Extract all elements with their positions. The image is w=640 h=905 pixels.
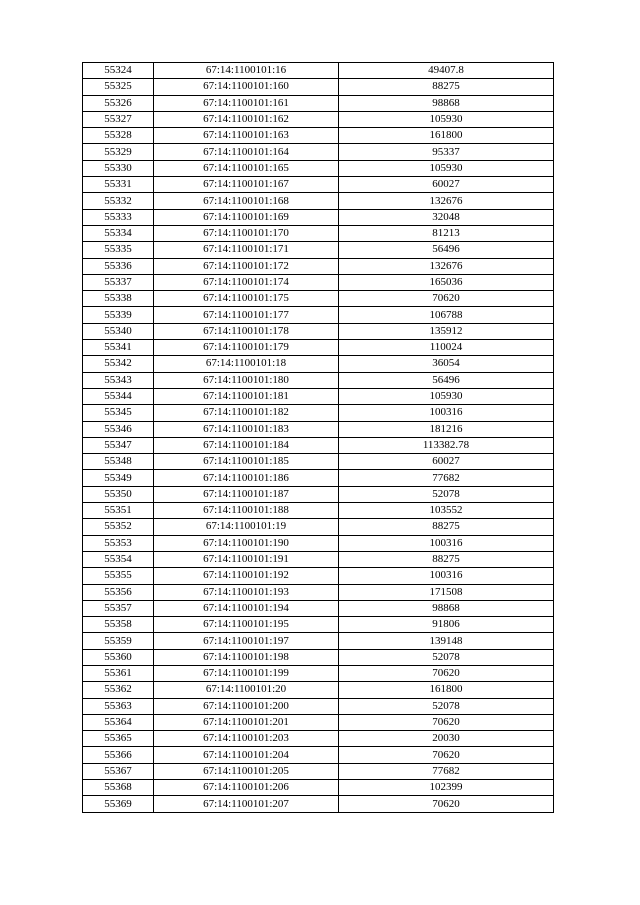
table-row [83, 454, 554, 470]
table-body [83, 63, 554, 813]
table-row [83, 405, 554, 421]
value-cell: 91806 [339, 617, 554, 633]
value-cell: 70620 [339, 796, 554, 812]
cadastral-number-cell: 67:14:1100101:161 [154, 95, 339, 111]
row-number-cell: 55366 [83, 747, 154, 763]
value-cell: 70620 [339, 291, 554, 307]
value-cell: 161800 [339, 682, 554, 698]
table-row [83, 551, 554, 567]
value-cell: 132676 [339, 258, 554, 274]
cadastral-number-cell: 67:14:1100101:167 [154, 177, 339, 193]
cadastral-number-cell: 67:14:1100101:188 [154, 503, 339, 519]
table-row [83, 323, 554, 339]
row-number-cell: 55368 [83, 780, 154, 796]
table-row [83, 763, 554, 779]
value-cell: 20030 [339, 731, 554, 747]
row-number-cell: 55345 [83, 405, 154, 421]
table-row [83, 796, 554, 812]
table-row [83, 617, 554, 633]
table-row [83, 63, 554, 79]
row-number-cell: 55364 [83, 714, 154, 730]
row-number-cell: 55327 [83, 111, 154, 127]
cadastral-number-cell: 67:14:1100101:19 [154, 519, 339, 535]
row-number-cell: 55343 [83, 372, 154, 388]
value-cell: 70620 [339, 665, 554, 681]
value-cell: 110024 [339, 340, 554, 356]
table-row [83, 225, 554, 241]
cadastral-number-cell: 67:14:1100101:175 [154, 291, 339, 307]
cadastral-number-cell: 67:14:1100101:174 [154, 274, 339, 290]
value-cell: 95337 [339, 144, 554, 160]
value-cell: 77682 [339, 470, 554, 486]
value-cell: 171508 [339, 584, 554, 600]
table-row [83, 95, 554, 111]
cadastral-number-cell: 67:14:1100101:184 [154, 437, 339, 453]
table-row [83, 633, 554, 649]
row-number-cell: 55333 [83, 209, 154, 225]
table-row [83, 79, 554, 95]
cadastral-number-cell: 67:14:1100101:195 [154, 617, 339, 633]
cadastral-number-cell: 67:14:1100101:177 [154, 307, 339, 323]
table-row [83, 470, 554, 486]
row-number-cell: 55355 [83, 568, 154, 584]
table-row [83, 128, 554, 144]
row-number-cell: 55350 [83, 486, 154, 502]
cadastral-number-cell: 67:14:1100101:165 [154, 160, 339, 176]
table-row [83, 714, 554, 730]
cadastral-number-cell: 67:14:1100101:168 [154, 193, 339, 209]
value-cell: 98868 [339, 600, 554, 616]
table-row [83, 519, 554, 535]
cadastral-number-cell: 67:14:1100101:203 [154, 731, 339, 747]
row-number-cell: 55365 [83, 731, 154, 747]
table-row [83, 388, 554, 404]
row-number-cell: 55361 [83, 665, 154, 681]
cadastral-number-cell: 67:14:1100101:197 [154, 633, 339, 649]
cadastral-number-cell: 67:14:1100101:191 [154, 551, 339, 567]
row-number-cell: 55360 [83, 649, 154, 665]
value-cell: 139148 [339, 633, 554, 649]
value-cell: 88275 [339, 519, 554, 535]
row-number-cell: 55356 [83, 584, 154, 600]
table-row [83, 160, 554, 176]
value-cell: 52078 [339, 486, 554, 502]
value-cell: 100316 [339, 535, 554, 551]
value-cell: 100316 [339, 568, 554, 584]
table-row [83, 600, 554, 616]
row-number-cell: 55328 [83, 128, 154, 144]
table-row [83, 209, 554, 225]
cadastral-number-cell: 67:14:1100101:194 [154, 600, 339, 616]
cadastral-number-cell: 67:14:1100101:198 [154, 649, 339, 665]
row-number-cell: 55336 [83, 258, 154, 274]
row-number-cell: 55351 [83, 503, 154, 519]
value-cell: 77682 [339, 763, 554, 779]
row-number-cell: 55340 [83, 323, 154, 339]
table-row [83, 649, 554, 665]
cadastral-number-cell: 67:14:1100101:163 [154, 128, 339, 144]
row-number-cell: 55353 [83, 535, 154, 551]
row-number-cell: 55358 [83, 617, 154, 633]
cadastral-number-cell: 67:14:1100101:16 [154, 63, 339, 79]
cadastral-number-cell: 67:14:1100101:178 [154, 323, 339, 339]
value-cell: 181216 [339, 421, 554, 437]
row-number-cell: 55335 [83, 242, 154, 258]
value-cell: 105930 [339, 388, 554, 404]
row-number-cell: 55339 [83, 307, 154, 323]
cadastral-number-cell: 67:14:1100101:162 [154, 111, 339, 127]
table-row [83, 111, 554, 127]
table-row [83, 356, 554, 372]
row-number-cell: 55344 [83, 388, 154, 404]
table-row [83, 437, 554, 453]
cadastral-number-cell: 67:14:1100101:186 [154, 470, 339, 486]
row-number-cell: 55362 [83, 682, 154, 698]
row-number-cell: 55325 [83, 79, 154, 95]
cadastral-number-cell: 67:14:1100101:18 [154, 356, 339, 372]
table-row [83, 682, 554, 698]
value-cell: 113382.78 [339, 437, 554, 453]
cadastral-number-cell: 67:14:1100101:193 [154, 584, 339, 600]
table-row [83, 568, 554, 584]
value-cell: 132676 [339, 193, 554, 209]
value-cell: 88275 [339, 551, 554, 567]
cadastral-number-cell: 67:14:1100101:205 [154, 763, 339, 779]
table-row [83, 584, 554, 600]
table-row [83, 503, 554, 519]
table-row [83, 665, 554, 681]
row-number-cell: 55349 [83, 470, 154, 486]
row-number-cell: 55346 [83, 421, 154, 437]
row-number-cell: 55324 [83, 63, 154, 79]
cadastral-number-cell: 67:14:1100101:207 [154, 796, 339, 812]
cadastral-number-cell: 67:14:1100101:192 [154, 568, 339, 584]
cadastral-number-cell: 67:14:1100101:181 [154, 388, 339, 404]
cadastral-number-cell: 67:14:1100101:20 [154, 682, 339, 698]
cadastral-number-cell: 67:14:1100101:199 [154, 665, 339, 681]
cadastral-number-cell: 67:14:1100101:204 [154, 747, 339, 763]
table-row [83, 747, 554, 763]
table-row [83, 780, 554, 796]
value-cell: 70620 [339, 747, 554, 763]
value-cell: 105930 [339, 160, 554, 176]
table-row [83, 291, 554, 307]
row-number-cell: 55359 [83, 633, 154, 649]
table-row [83, 340, 554, 356]
row-number-cell: 55329 [83, 144, 154, 160]
cadastral-number-cell: 67:14:1100101:182 [154, 405, 339, 421]
row-number-cell: 55342 [83, 356, 154, 372]
value-cell: 52078 [339, 698, 554, 714]
table-row [83, 258, 554, 274]
value-cell: 106788 [339, 307, 554, 323]
cadastral-number-cell: 67:14:1100101:200 [154, 698, 339, 714]
row-number-cell: 55330 [83, 160, 154, 176]
value-cell: 49407.8 [339, 63, 554, 79]
row-number-cell: 55347 [83, 437, 154, 453]
value-cell: 60027 [339, 177, 554, 193]
row-number-cell: 55331 [83, 177, 154, 193]
value-cell: 88275 [339, 79, 554, 95]
value-cell: 161800 [339, 128, 554, 144]
table-row [83, 421, 554, 437]
row-number-cell: 55348 [83, 454, 154, 470]
row-number-cell: 55326 [83, 95, 154, 111]
row-number-cell: 55367 [83, 763, 154, 779]
row-number-cell: 55341 [83, 340, 154, 356]
row-number-cell: 55337 [83, 274, 154, 290]
cadastral-number-cell: 67:14:1100101:201 [154, 714, 339, 730]
value-cell: 81213 [339, 225, 554, 241]
cadastral-number-cell: 67:14:1100101:170 [154, 225, 339, 241]
row-number-cell: 55352 [83, 519, 154, 535]
cadastral-number-cell: 67:14:1100101:190 [154, 535, 339, 551]
cadastral-number-cell: 67:14:1100101:179 [154, 340, 339, 356]
row-number-cell: 55338 [83, 291, 154, 307]
value-cell: 102399 [339, 780, 554, 796]
row-number-cell: 55369 [83, 796, 154, 812]
row-number-cell: 55332 [83, 193, 154, 209]
value-cell: 135912 [339, 323, 554, 339]
cadastral-number-cell: 67:14:1100101:187 [154, 486, 339, 502]
value-cell: 56496 [339, 242, 554, 258]
cadastral-number-cell: 67:14:1100101:183 [154, 421, 339, 437]
cadastral-number-cell: 67:14:1100101:172 [154, 258, 339, 274]
value-cell: 36054 [339, 356, 554, 372]
cadastral-number-cell: 67:14:1100101:171 [154, 242, 339, 258]
table-row [83, 242, 554, 258]
row-number-cell: 55363 [83, 698, 154, 714]
row-number-cell: 55354 [83, 551, 154, 567]
value-cell: 32048 [339, 209, 554, 225]
cadastral-number-cell: 67:14:1100101:180 [154, 372, 339, 388]
cadastral-value-table [82, 62, 554, 813]
table-row [83, 193, 554, 209]
value-cell: 105930 [339, 111, 554, 127]
row-number-cell: 55334 [83, 225, 154, 241]
value-cell: 103552 [339, 503, 554, 519]
value-cell: 70620 [339, 714, 554, 730]
value-cell: 56496 [339, 372, 554, 388]
cadastral-number-cell: 67:14:1100101:169 [154, 209, 339, 225]
table-row [83, 307, 554, 323]
table-row [83, 698, 554, 714]
row-number-cell: 55357 [83, 600, 154, 616]
value-cell: 60027 [339, 454, 554, 470]
value-cell: 100316 [339, 405, 554, 421]
value-cell: 52078 [339, 649, 554, 665]
cadastral-number-cell: 67:14:1100101:164 [154, 144, 339, 160]
table-row [83, 372, 554, 388]
table-row [83, 731, 554, 747]
table-row [83, 486, 554, 502]
value-cell: 98868 [339, 95, 554, 111]
value-cell: 165036 [339, 274, 554, 290]
cadastral-number-cell: 67:14:1100101:160 [154, 79, 339, 95]
table-row [83, 535, 554, 551]
table-row [83, 274, 554, 290]
cadastral-number-cell: 67:14:1100101:206 [154, 780, 339, 796]
table-row [83, 144, 554, 160]
table-row [83, 177, 554, 193]
cadastral-number-cell: 67:14:1100101:185 [154, 454, 339, 470]
